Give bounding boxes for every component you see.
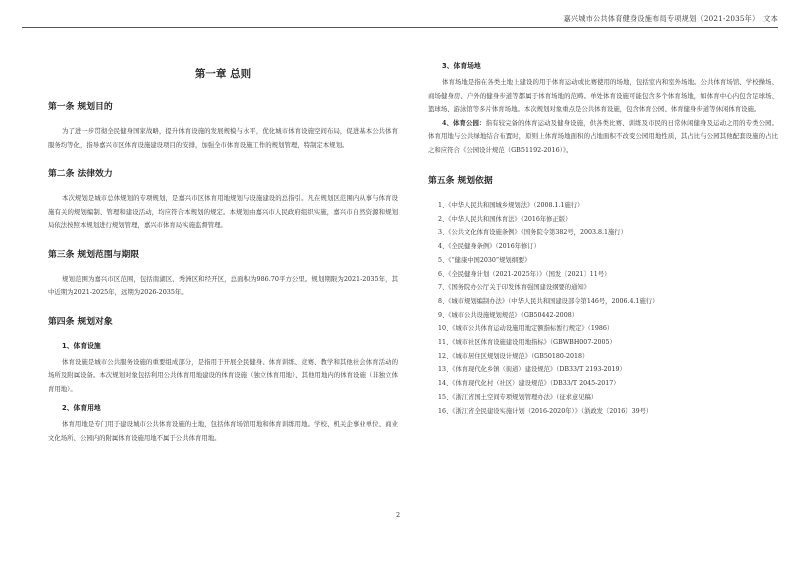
reference-item: 2、《中华人民共和国体育法》（2016年修正版）	[438, 215, 572, 223]
reference-item: 11、《城市社区体育设施建设用地指标》（GBWBH007-2005）	[438, 339, 616, 347]
article-2-title: 第二条 法律效力	[48, 169, 113, 179]
reference-item: 15、《浙江省国土空间专项规划管理办法》（征求意见稿）	[438, 393, 598, 401]
reference-item: 6、《全民健身计划（2021-2025年）》（国发〔2021〕11号）	[438, 270, 611, 278]
subsection-4-label: 4、体育公园：	[442, 118, 486, 127]
reference-item: 4、《全民健身条例》（2016年修订）	[438, 243, 540, 251]
reference-item: 8、《城市规划编制办法》（中华人民共和国建设部令第146号，2006.4.1施行）	[438, 297, 659, 305]
subsection-2-title: 2、体育用地	[62, 404, 101, 412]
reference-item: 5、《“健康中国2030”规划纲要》	[438, 256, 531, 264]
chapter-title: 第一章 总则	[194, 68, 252, 80]
right-column	[428, 32, 778, 418]
left-column	[48, 32, 398, 445]
reference-item: 1、《中华人民共和国城乡规划法》（2008.1.1施行）	[438, 202, 584, 209]
reference-list	[428, 199, 778, 418]
running-header: 嘉兴城市公共体育健身设施布局专项规划（2021-2035年） 文本	[563, 14, 778, 23]
subsection-2-text: 体育用地是专门用于建设城市公共体育设施的土地，包括体育场馆用地和体育训练用地。学校、机关企事业单位、商业文化场所、公园内的附属体育设施用地不属于公共体育用地。	[48, 420, 398, 442]
subsection-3-title: 3、体育场地	[442, 62, 481, 70]
article-5-title: 第五条 规划依据	[428, 176, 493, 186]
reference-item: 13、《体育现代化乡镇（街道）建设规范》（DB33/T 2193-2019）	[438, 366, 626, 374]
reference-item: 14、《体育现代化村（社区）建设规范》（DB33/T 2045-2017）	[438, 380, 620, 388]
subsection-1-title: 1、体育设施	[62, 341, 101, 350]
reference-item: 7、《国务院办公厅关于印发体育强国建设纲要的通知》	[438, 284, 590, 292]
reference-item: 12、《城市居住区规划设计规范》（GB50180-2018）	[438, 352, 589, 360]
reference-item: 10、《城市公共体育运动设施用地定额指标暂行规定》（1986）	[438, 325, 614, 333]
article-3-title: 第三条 规划范围与期限	[48, 249, 140, 260]
article-1-title: 第一条 规划目的	[48, 102, 113, 112]
reference-item: 16、《浙江省全民建设实施计划（2016-2020年）》（浙政发〔2016〕39号）	[438, 407, 653, 415]
page-number: 2	[396, 511, 401, 519]
header-rule	[22, 27, 778, 28]
reference-item: 9、《城市公共设施规划规范》（GB50442-2008）	[438, 311, 579, 319]
reference-item: 3、《公共文化体育设施条例》（国务院令第382号，2003.8.1施行）	[438, 229, 627, 237]
subsection-3-text: 体育场地是指在各类土地上建设的用于体育运动或比赛使用的场地，包括室内和室外场地。公共体育场馆、学校操场、商场健身房、户外的健身步道等都属于体育场地的范畴。单处体育设施可能包含多个体育场地，如体育中心内包含足球场、篮球场、游泳馆等多片体育场地。本次规划对象重点是公共体育设施，包含体育公园、体育健身步道等休闲体育设施。	[428, 78, 778, 113]
subsection-4-paragraph	[428, 117, 778, 158]
article-1-text: 为了进一步贯彻全民健身国家战略，提升体育设施的发展规模与水平，优化城市体育设施空间布局，促进基本公共体育服务均等化，指导嘉兴市区体育设施建设项目的安排，加强全市体育设施工作的规划管理，特制定本规划。	[48, 127, 398, 149]
article-3-text: 规划范围为嘉兴市区范围，包括南湖区、秀洲区和经开区，总面积为986.70平方公里。规划期限为2021-2035年，其中近期为2021-2025年，远期为2026-2035年。	[48, 274, 398, 296]
article-2-text: 本次规划是城市总体规划的专项规划，是嘉兴市区体育用地规划与设施建设的总指引。凡在规划区范围内从事与体育设施有关的规划编制、管理和建设活动，均应符合本规划的规定。本规划由嘉兴市人民政府组织实施，嘉兴市自然资源和规划局依法按照本规划进行规划管理，嘉兴市体育局实施监督管理。	[48, 194, 398, 229]
article-4-title: 第四条 规划对象	[48, 316, 113, 327]
subsection-1-text: 体育设施是城市公共服务设施的重要组成部分，是指用于开展全民健身、体育训练、竞赛、教学和其他社会体育活动的场所及附属设备。本次规划对象包括利用公共体育用地建设的体育设施（独立体育用地）、其他用地内的体育设施（非独立体育用地）。	[48, 357, 398, 393]
subsection-4-text: 指有较完备的体育运动及健身设施，供各类比赛、训练及市民的日常休闲健身及运动之用的专类公园。体育用地与公共绿地结合布置时，原则上体育场地面积的占地面积不改变公园用地性质，其占比与公园其他配套设施的占比之和应符合《公园设计规范（GB51192-2016）》。	[428, 118, 778, 154]
